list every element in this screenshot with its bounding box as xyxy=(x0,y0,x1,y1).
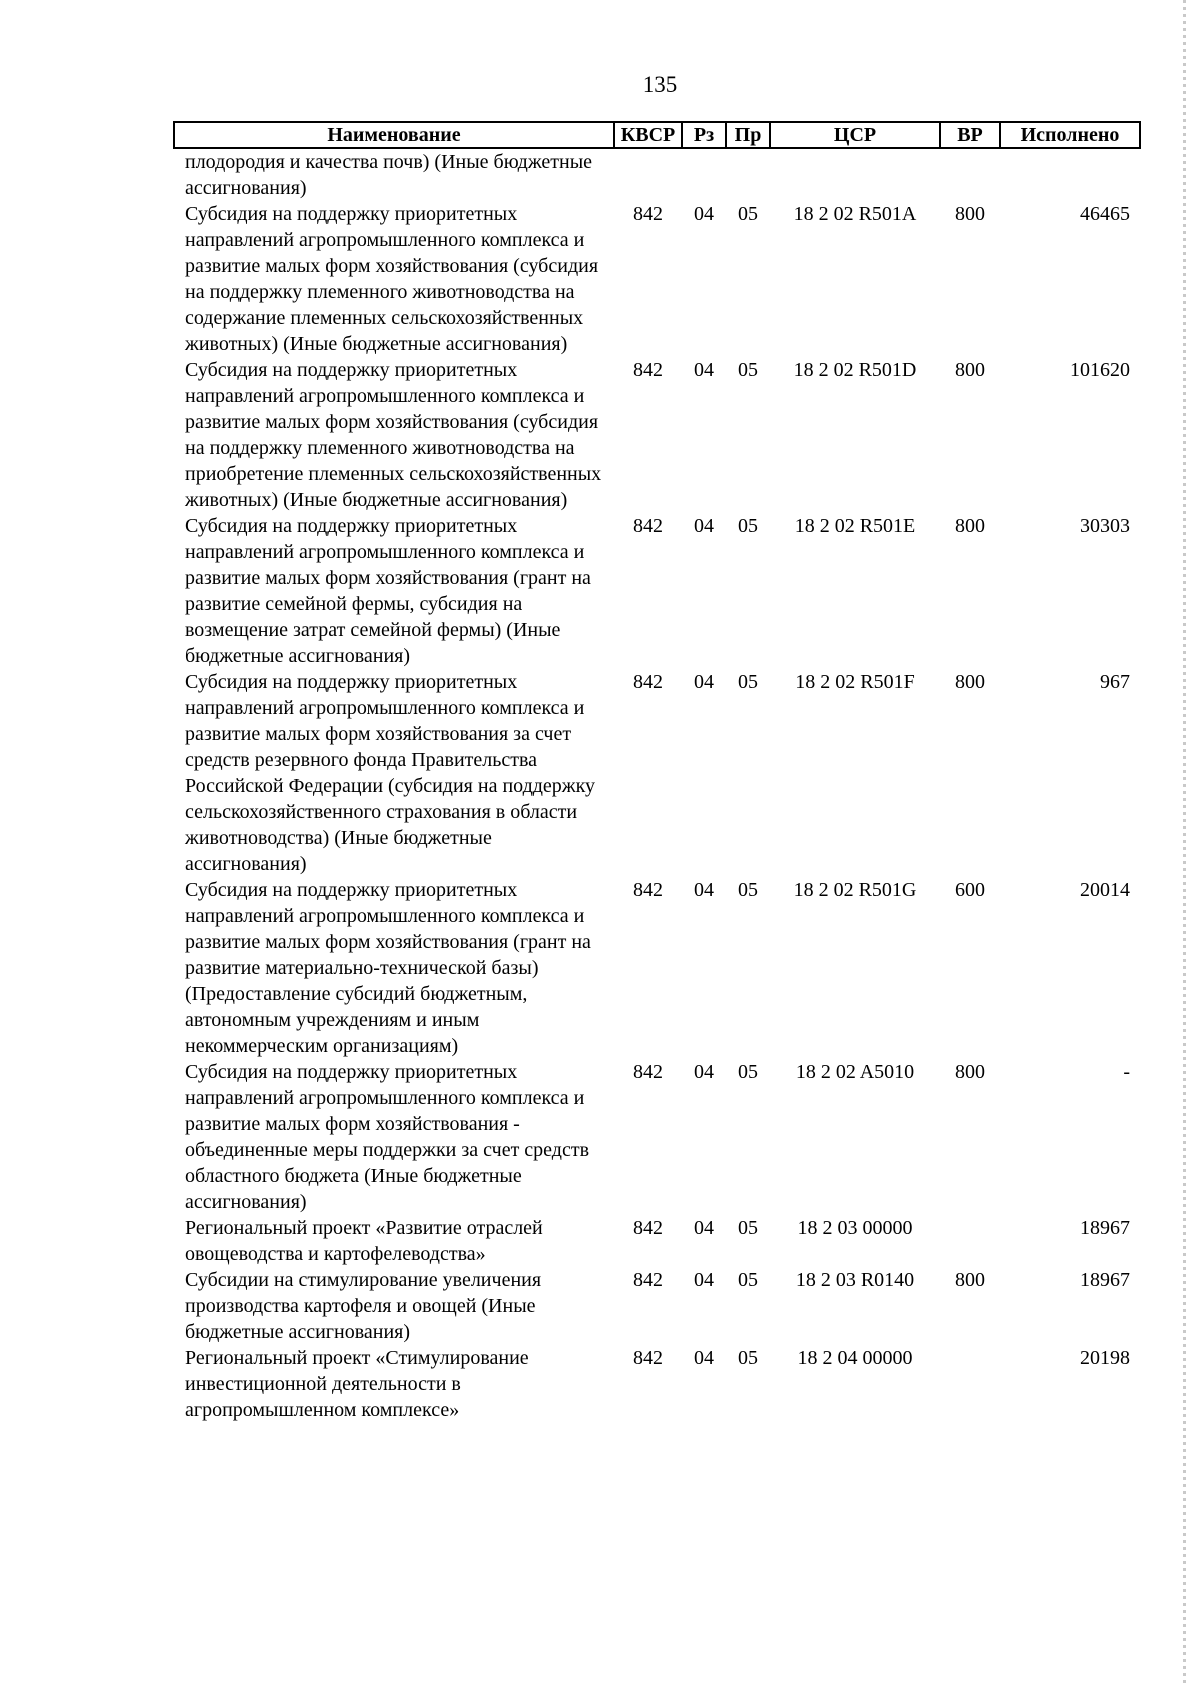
row-executed: 46465 xyxy=(1080,203,1130,225)
row-pr: 05 xyxy=(738,879,758,901)
row-kvsr: 842 xyxy=(633,1217,663,1239)
table-row xyxy=(174,513,1140,669)
row-name: Субсидия на поддержку приоритетных направлений агропромышленного комплекса и развитие малых форм хозяйствования за счет средств резервного фонда Правительства Российской Федерации (субсидия на поддержку сельскохозяйственного страхования в области животноводства) (Иные бюджетные ассигнования) xyxy=(185,671,596,875)
row-pr: 05 xyxy=(738,1347,758,1369)
row-rz: 04 xyxy=(694,1347,714,1369)
row-vr: 800 xyxy=(955,515,985,537)
table-row xyxy=(174,201,1140,357)
table-row xyxy=(174,1059,1140,1215)
row-name: Субсидия на поддержку приоритетных направлений агропромышленного комплекса и развитие малых форм хозяйствования (субсидия на поддержку племенного животноводства на содержание племенных сельскохозяйственных животных) (Иные бюджетные ассигнования) xyxy=(185,203,599,355)
row-vr: 800 xyxy=(955,671,985,693)
header-name: Наименование xyxy=(174,122,614,148)
row-kvsr: 842 xyxy=(633,1269,663,1291)
row-executed: - xyxy=(1123,1061,1130,1083)
row-pr: 05 xyxy=(738,359,758,381)
header-kvsr: КВСР xyxy=(614,122,682,148)
row-executed: 967 xyxy=(1100,671,1130,693)
row-rz: 04 xyxy=(694,1061,714,1083)
row-pr: 05 xyxy=(738,1217,758,1239)
row-rz: 04 xyxy=(694,359,714,381)
row-pr: 05 xyxy=(738,671,758,693)
row-kvsr: 842 xyxy=(633,359,663,381)
row-rz: 04 xyxy=(694,203,714,225)
row-vr: 800 xyxy=(955,359,985,381)
header-executed: Исполнено xyxy=(1000,122,1140,148)
row-executed: 20014 xyxy=(1080,879,1130,901)
row-name: Субсидии на стимулирование увеличения производства картофеля и овощей (Иные бюджетные ассигнования) xyxy=(185,1269,542,1343)
row-csr: 18 2 03 00000 xyxy=(797,1217,913,1239)
row-vr: 800 xyxy=(955,203,985,225)
row-csr: 18 2 02 A5010 xyxy=(795,1061,915,1083)
row-executed: 30303 xyxy=(1080,515,1130,537)
row-csr: 18 2 03 R0140 xyxy=(795,1269,915,1291)
row-csr: 18 2 02 R501E xyxy=(794,515,916,537)
header-vr: ВР xyxy=(940,122,1000,148)
row-pr xyxy=(726,148,770,201)
header-rz: Рз xyxy=(682,122,726,148)
table-header-row xyxy=(174,122,1140,148)
row-rz xyxy=(682,148,726,201)
row-pr: 05 xyxy=(738,1269,758,1291)
table-row xyxy=(174,357,1140,513)
table-row xyxy=(174,1215,1140,1267)
row-kvsr: 842 xyxy=(633,203,663,225)
row-csr: 18 2 02 R501G xyxy=(793,879,917,901)
row-executed: 18967 xyxy=(1080,1217,1130,1239)
row-rz: 04 xyxy=(694,1217,714,1239)
row-executed: 18967 xyxy=(1080,1269,1130,1291)
row-csr: 18 2 02 R501A xyxy=(793,203,917,225)
row-csr xyxy=(770,148,940,201)
row-csr: 18 2 02 R501D xyxy=(793,359,917,381)
row-rz: 04 xyxy=(694,671,714,693)
header-csr: ЦСР xyxy=(770,122,940,148)
row-name: плодородия и качества почв) (Иные бюджетные ассигнования) xyxy=(185,151,593,199)
row-name: Субсидия на поддержку приоритетных направлений агропромышленного комплекса и развитие малых форм хозяйствования - объединенные меры поддержки за счет средств областного бюджета (Иные бюджетные ассигнования) xyxy=(185,1061,590,1213)
table-row xyxy=(174,669,1140,877)
row-vr xyxy=(940,1345,1000,1423)
row-vr: 600 xyxy=(955,879,985,901)
row-csr: 18 2 04 00000 xyxy=(797,1347,913,1369)
row-kvsr xyxy=(614,148,682,201)
row-executed: 101620 xyxy=(1070,359,1130,381)
row-vr: 800 xyxy=(955,1061,985,1083)
row-vr xyxy=(940,148,1000,201)
header-pr: Пр xyxy=(726,122,770,148)
row-pr: 05 xyxy=(738,515,758,537)
row-name: Региональный проект «Стимулирование инвестиционной деятельности в агропромышленном комплексе» xyxy=(185,1347,529,1421)
row-pr: 05 xyxy=(738,203,758,225)
budget-table xyxy=(173,121,1141,1423)
row-kvsr: 842 xyxy=(633,1061,663,1083)
row-vr: 800 xyxy=(955,1269,985,1291)
scan-edge-artifact xyxy=(1183,0,1186,1686)
row-name: Субсидия на поддержку приоритетных направлений агропромышленного комплекса и развитие малых форм хозяйствования (грант на развитие материально-технической базы) (Предоставление субсидий бюджетным, автономным учреждениям и иным некоммерческим организациям) xyxy=(185,879,591,1057)
row-rz: 04 xyxy=(694,515,714,537)
row-name: Субсидия на поддержку приоритетных направлений агропромышленного комплекса и развитие малых форм хозяйствования (субсидия на поддержку племенного животноводства на приобретение племенных сельскохозяйственных животных) (Иные бюджетные ассигнования) xyxy=(185,359,602,511)
row-name: Субсидия на поддержку приоритетных направлений агропромышленного комплекса и развитие малых форм хозяйствования (грант на развитие семейной фермы, субсидия на возмещение затрат семейной фермы) (Иные бюджетные ассигнования) xyxy=(185,515,591,667)
row-rz: 04 xyxy=(694,879,714,901)
row-executed: 20198 xyxy=(1080,1347,1130,1369)
row-kvsr: 842 xyxy=(633,879,663,901)
row-executed xyxy=(1000,148,1140,201)
table-row xyxy=(174,148,1140,201)
row-csr: 18 2 02 R501F xyxy=(795,671,915,693)
page-number: 135 xyxy=(642,72,678,97)
row-kvsr: 842 xyxy=(633,671,663,693)
table-row xyxy=(174,1345,1140,1423)
row-pr: 05 xyxy=(738,1061,758,1083)
row-kvsr: 842 xyxy=(633,1347,663,1369)
row-rz: 04 xyxy=(694,1269,714,1291)
table-body xyxy=(174,148,1140,1423)
table-row xyxy=(174,1267,1140,1345)
table-row xyxy=(174,877,1140,1059)
row-name: Региональный проект «Развитие отраслей овощеводства и картофелеводства» xyxy=(185,1217,543,1265)
row-kvsr: 842 xyxy=(633,515,663,537)
row-vr xyxy=(940,1215,1000,1267)
